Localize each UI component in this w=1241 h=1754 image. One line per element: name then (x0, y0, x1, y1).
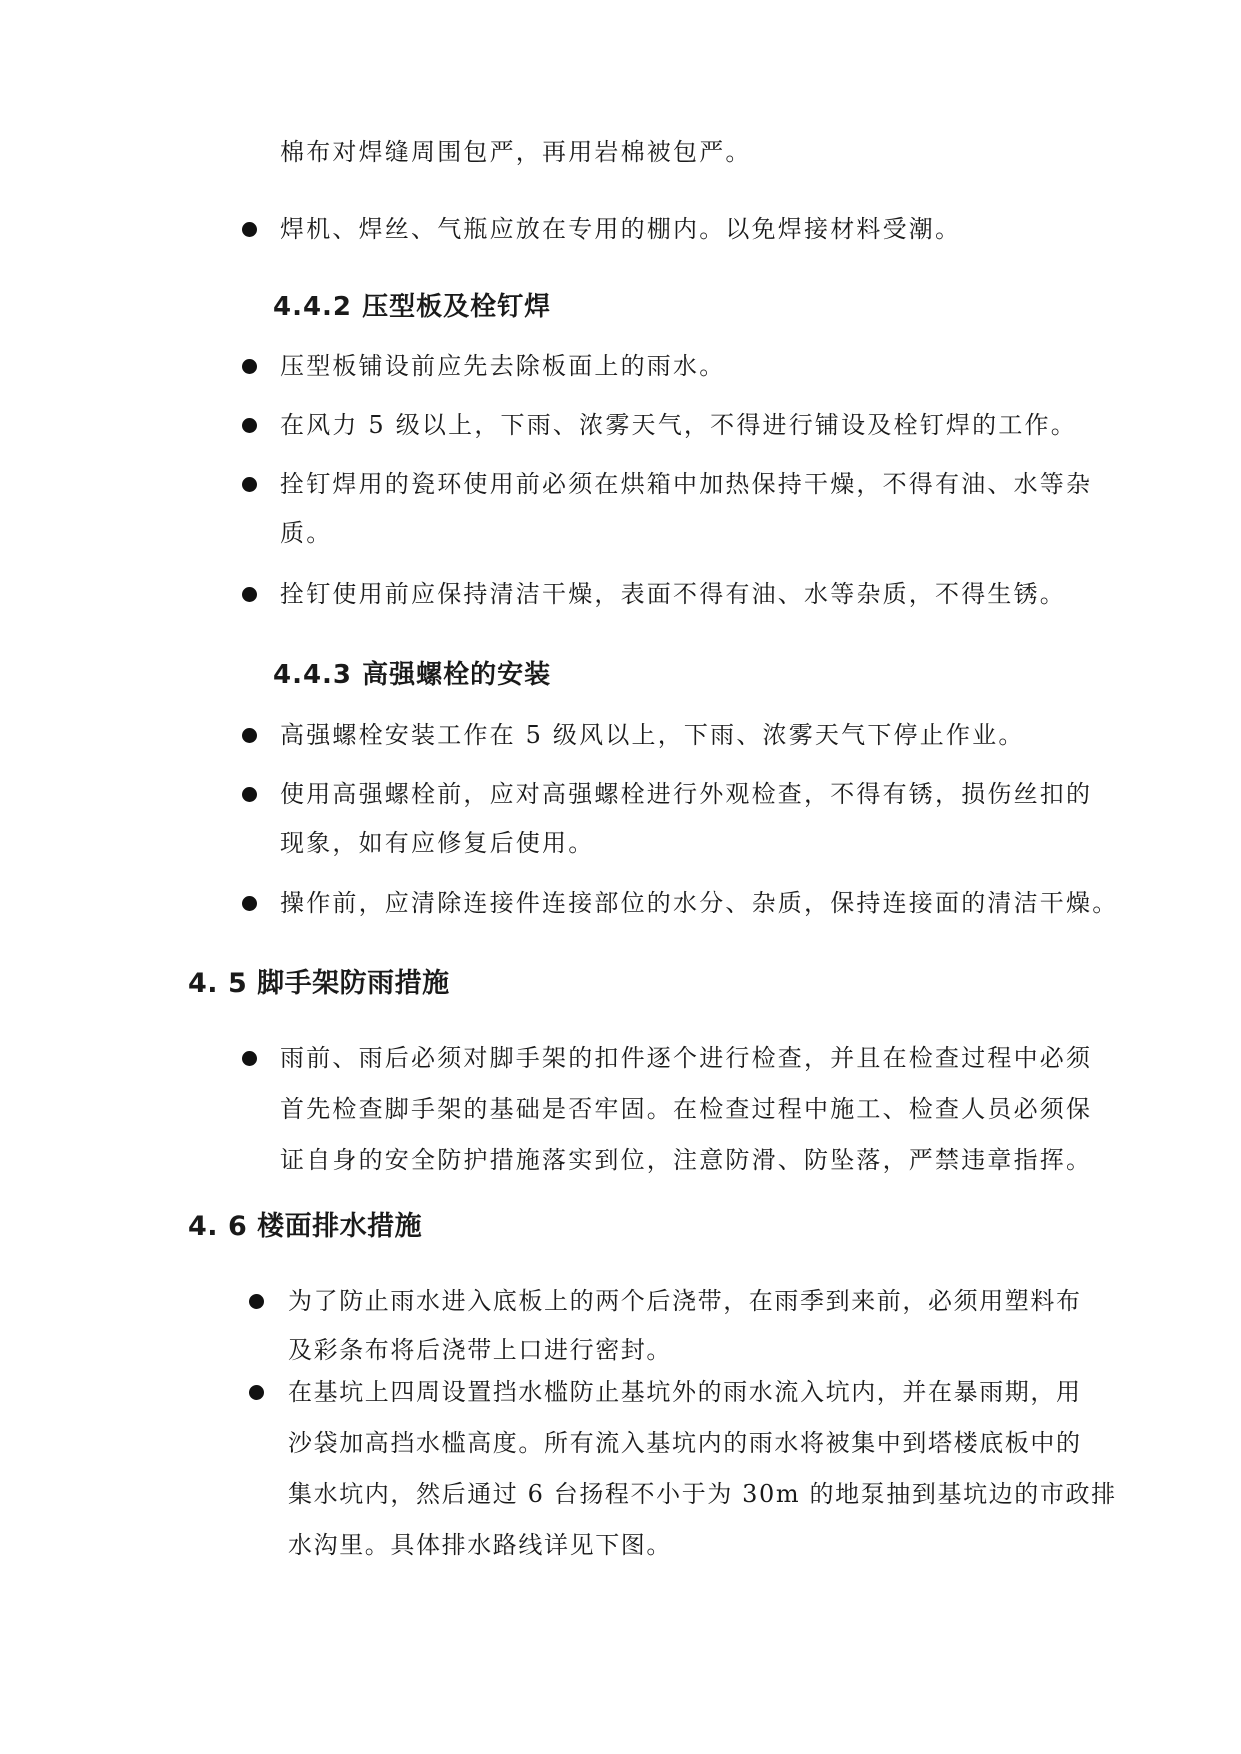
list-item-text: 首先检查脚手架的基础是否牢固。在检查过程中施工、检查人员必须保 (280, 1095, 1093, 1123)
list-item-text: 及彩条布将后浇带上口进行密封。 (288, 1336, 672, 1364)
list-item-text: 为了防止雨水进入底板上的两个后浇带，在雨季到来前，必须用塑料布 (288, 1287, 1082, 1315)
list-item-text: 在风力 5 级以上，下雨、浓雾天气，不得进行铺设及栓钉焊的工作。 (280, 411, 1077, 439)
list-item-text: 水沟里。具体排水路线详见下图。 (288, 1531, 672, 1559)
bullet-icon (242, 1051, 257, 1066)
list-item-text: 高强螺栓安装工作在 5 级风以上，下雨、浓雾天气下停止作业。 (280, 721, 1025, 749)
list-item-text: 沙袋加高挡水槛高度。所有流入基坑内的雨水将被集中到塔楼底板中的 (288, 1429, 1082, 1457)
list-item-text: 质。 (280, 519, 333, 547)
bullet-icon (249, 1294, 264, 1309)
list-item-text: 证自身的安全防护措施落实到位，注意防滑、防坠落，严禁违章指挥。 (280, 1146, 1093, 1174)
bullet-icon (242, 587, 257, 602)
bullet-icon (242, 418, 257, 433)
list-item-text: 集水坑内，然后通过 6 台扬程不小于为 30m 的地泵抽到基坑边的市政排 (288, 1480, 1117, 1508)
list-item-text: 操作前，应清除连接件连接部位的水分、杂质，保持连接面的清洁干燥。 (280, 889, 1119, 917)
list-item-text: 使用高强螺栓前，应对高强螺栓进行外观检查，不得有锈，损伤丝扣的 (280, 780, 1093, 808)
list-item-text: 压型板铺设前应先去除板面上的雨水。 (280, 352, 726, 380)
section-heading-4-4-3: 4.4.3 高强螺栓的安装 (273, 660, 552, 690)
bullet-icon (242, 477, 257, 492)
bullet-icon (242, 359, 257, 374)
list-item-text: 雨前、雨后必须对脚手架的扣件逐个进行检查，并且在检查过程中必须 (280, 1044, 1093, 1072)
section-heading-4-6: 4. 6 楼面排水措施 (188, 1211, 423, 1242)
list-item-text: 拴钉使用前应保持清洁干燥，表面不得有油、水等杂质，不得生锈。 (280, 580, 1066, 608)
bullet-icon (242, 896, 257, 911)
section-heading-4-5: 4. 5 脚手架防雨措施 (188, 968, 450, 999)
list-item-text: 拴钉焊用的瓷环使用前必须在烘箱中加热保持干燥，不得有油、水等杂 (280, 470, 1093, 498)
bullet-icon (242, 728, 257, 743)
list-item-text: 在基坑上四周设置挡水槛防止基坑外的雨水流入坑内，并在暴雨期，用 (288, 1378, 1082, 1406)
list-item-text: 现象，如有应修复后使用。 (280, 829, 595, 857)
bullet-icon (242, 787, 257, 802)
bullet-icon (242, 222, 257, 237)
bullet-icon (249, 1385, 264, 1400)
list-item-text: 焊机、焊丝、气瓶应放在专用的棚内。以免焊接材料受潮。 (280, 215, 962, 243)
section-heading-4-4-2: 4.4.2 压型板及栓钉焊 (273, 292, 552, 322)
paragraph-line: 棉布对焊缝周围包严，再用岩棉被包严。 (280, 138, 752, 166)
